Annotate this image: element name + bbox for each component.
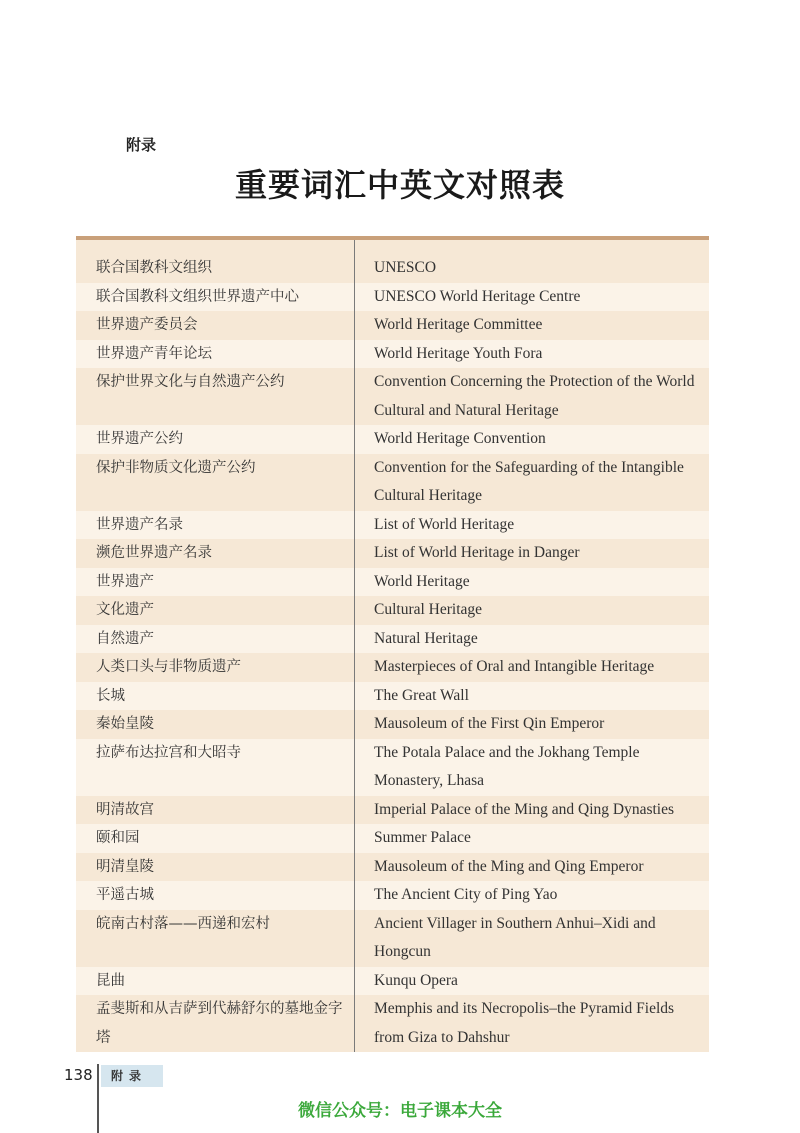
chinese-term: 明清皇陵 xyxy=(76,853,355,882)
chinese-term: 世界遗产委员会 xyxy=(76,311,355,340)
english-term: Ancient Villager in Southern Anhui–Xidi and Hongcun xyxy=(355,910,710,967)
table-row xyxy=(76,425,709,454)
table-row xyxy=(76,910,709,967)
chinese-term: 皖南古村落——西递和宏村 xyxy=(76,910,355,967)
table-row xyxy=(76,254,709,283)
english-term: The Great Wall xyxy=(355,682,710,711)
english-term: Convention for the Safeguarding of the Intangible Cultural Heritage xyxy=(355,454,710,511)
table-row xyxy=(76,625,709,654)
vocabulary-table xyxy=(76,236,709,1052)
english-term: Convention Concerning the Protection of the World Cultural and Natural Heritage xyxy=(355,368,710,425)
chinese-term: 世界遗产名录 xyxy=(76,511,355,540)
english-term: World Heritage Committee xyxy=(355,311,710,340)
section-label: 附录 xyxy=(126,136,157,154)
chinese-term: 联合国教科文组织 xyxy=(76,254,355,283)
english-term: List of World Heritage xyxy=(355,511,710,540)
english-term: Masterpieces of Oral and Intangible Heritage xyxy=(355,653,710,682)
english-term: List of World Heritage in Danger xyxy=(355,539,710,568)
chinese-term: 人类口头与非物质遗产 xyxy=(76,653,355,682)
table-row xyxy=(76,340,709,369)
english-term: UNESCO xyxy=(355,254,710,283)
table-row xyxy=(76,881,709,910)
table-row xyxy=(76,539,709,568)
chinese-term: 濒危世界遗产名录 xyxy=(76,539,355,568)
chinese-term: 保护世界文化与自然遗产公约 xyxy=(76,368,355,425)
table-row xyxy=(76,454,709,511)
table-row xyxy=(76,368,709,425)
english-term: Summer Palace xyxy=(355,824,710,853)
table-row xyxy=(76,511,709,540)
watermark: 微信公众号：电子课本大全 xyxy=(298,1101,502,1121)
table-row xyxy=(76,283,709,312)
table-row xyxy=(76,568,709,597)
table-row xyxy=(76,710,709,739)
english-term: Natural Heritage xyxy=(355,625,710,654)
chinese-term: 颐和园 xyxy=(76,824,355,853)
english-term: Cultural Heritage xyxy=(355,596,710,625)
table-row xyxy=(76,596,709,625)
table-row xyxy=(76,995,709,1052)
chinese-term: 世界遗产 xyxy=(76,568,355,597)
chinese-term: 长城 xyxy=(76,682,355,711)
chinese-term: 拉萨布达拉宫和大昭寺 xyxy=(76,739,355,796)
chinese-term: 孟斐斯和从吉萨到代赫舒尔的墓地金字塔 xyxy=(76,995,355,1052)
chinese-term: 平遥古城 xyxy=(76,881,355,910)
chinese-term: 昆曲 xyxy=(76,967,355,996)
table-row xyxy=(76,796,709,825)
english-term: World Heritage Convention xyxy=(355,425,710,454)
english-term: Memphis and its Necropolis–the Pyramid Fields from Giza to Dahshur xyxy=(355,995,710,1052)
chinese-term: 保护非物质文化遗产公约 xyxy=(76,454,355,511)
english-term: UNESCO World Heritage Centre xyxy=(355,283,710,312)
english-term: The Potala Palace and the Jokhang Temple Monastery, Lhasa xyxy=(355,739,710,796)
table-row xyxy=(76,853,709,882)
page-title: 重要词汇中英文对照表 xyxy=(234,166,565,204)
chinese-term: 秦始皇陵 xyxy=(76,710,355,739)
table-header-spacer xyxy=(76,238,709,254)
footer-section-tab: 附录 xyxy=(101,1065,163,1087)
chinese-term: 世界遗产青年论坛 xyxy=(76,340,355,369)
chinese-term: 明清故宫 xyxy=(76,796,355,825)
english-term: World Heritage xyxy=(355,568,710,597)
table-row xyxy=(76,739,709,796)
english-term: Imperial Palace of the Ming and Qing Dynasties xyxy=(355,796,710,825)
page-number: 138 xyxy=(64,1066,93,1084)
chinese-term: 世界遗产公约 xyxy=(76,425,355,454)
chinese-term: 自然遗产 xyxy=(76,625,355,654)
english-term: World Heritage Youth Fora xyxy=(355,340,710,369)
table-row xyxy=(76,682,709,711)
english-term: The Ancient City of Ping Yao xyxy=(355,881,710,910)
english-term: Mausoleum of the Ming and Qing Emperor xyxy=(355,853,710,882)
table-row xyxy=(76,824,709,853)
english-term: Kunqu Opera xyxy=(355,967,710,996)
chinese-term: 联合国教科文组织世界遗产中心 xyxy=(76,283,355,312)
chinese-term: 文化遗产 xyxy=(76,596,355,625)
table-row xyxy=(76,311,709,340)
table-row xyxy=(76,967,709,996)
english-term: Mausoleum of the First Qin Emperor xyxy=(355,710,710,739)
table-row xyxy=(76,653,709,682)
